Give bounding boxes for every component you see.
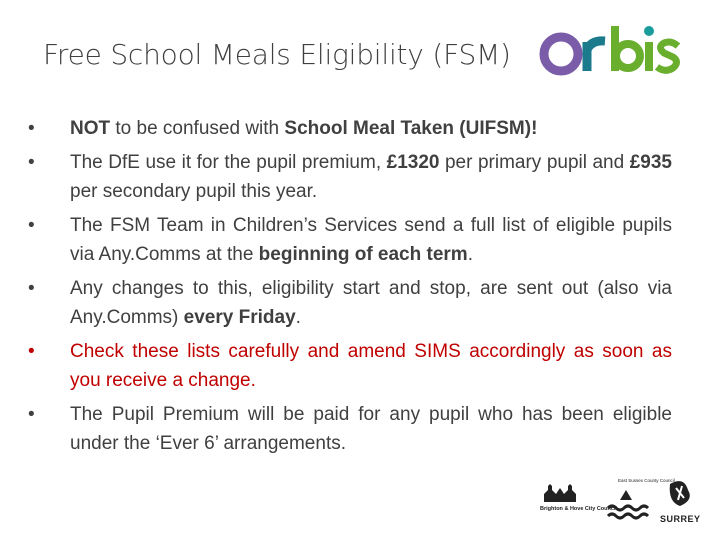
bullet-text: . [295, 307, 301, 328]
bullet-text: Any changes to this, eligibility start and stop, are sent out (also via Any.Comms) [70, 278, 672, 328]
bullet-item [24, 400, 672, 458]
surrey-label: SURREY [660, 514, 701, 524]
bullet-emphasis-text: every Friday [183, 307, 296, 328]
bullet-emphasis-text: NOT [70, 118, 111, 139]
bullet-item [24, 337, 672, 395]
logo-letter-b-bowl [616, 44, 640, 68]
bullet-text: to be confused with [110, 118, 285, 139]
bullet-text: The FSM Team in Children’s Services send a full list of eligible pupils via Any.Comms at the [70, 215, 672, 265]
bullet-emphasis-text: School Meal Taken (UIFSM)! [284, 118, 538, 139]
bullet-item [24, 148, 672, 206]
bullet-marker: • [28, 404, 35, 425]
bullet-emphasis-text: £935 [629, 152, 672, 173]
bullet-text: per primary pupil and [439, 152, 630, 173]
surrey-logo [660, 481, 701, 524]
east-sussex-label: East Sussex County Council [618, 478, 675, 483]
brighton-hove-label: Brighton & Hove City Council [540, 506, 617, 512]
council-logos [538, 476, 706, 530]
logo-letter-s [657, 42, 678, 70]
logo-letter-i [645, 42, 653, 71]
logo-letter-o [544, 37, 578, 71]
page-title: Free School Meals Eligibility (FSM) [43, 38, 511, 71]
bullet-marker: • [28, 152, 35, 173]
east-sussex-logo [608, 478, 675, 518]
bullet-item [24, 211, 672, 269]
bullet-text: Check these lists carefully and amend SIMS accordingly as soon as you receive a change. [70, 341, 672, 391]
bullet-item [24, 274, 672, 332]
bullet-text: The Pupil Premium will be paid for any pupil who has been eligible under the ‘Ever 6’ arrangements. [70, 404, 672, 454]
orbis-logo [535, 22, 685, 80]
bullet-marker: • [28, 118, 35, 139]
bullet-emphasis-text: beginning of each term [258, 244, 468, 265]
brighton-hove-logo [540, 484, 617, 512]
bullet-text: The DfE use it for the pupil premium, [70, 152, 387, 173]
logo-letter-r [587, 41, 605, 71]
bullet-marker: • [28, 215, 35, 236]
bullet-emphasis-text: £1320 [386, 152, 440, 173]
logo-dot [644, 26, 654, 36]
bullet-marker: • [28, 278, 35, 299]
bullet-item [24, 114, 672, 143]
bullet-list [24, 114, 672, 463]
bullet-text: per secondary pupil this year. [70, 181, 318, 202]
bullet-text: . [467, 244, 473, 265]
bullet-marker: • [28, 341, 35, 362]
